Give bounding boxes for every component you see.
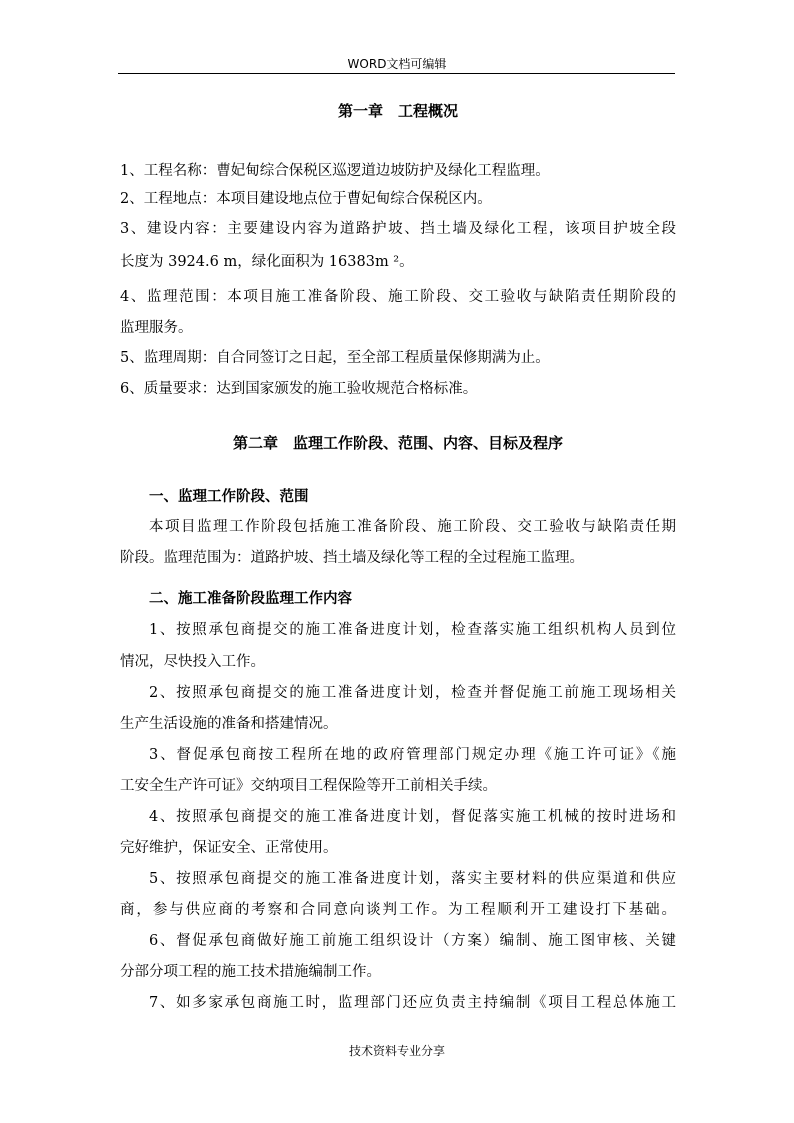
paragraph-line: 5、按照承包商提交的施工准备进度计划，落实主要材料的供应渠道和供应 — [149, 871, 676, 887]
paragraph-line: 7、如多家承包商施工时，监理部门还应负责主持编制《项目工程总体施工 — [149, 995, 676, 1011]
section-1-heading: 一、监理工作阶段、范围 — [149, 488, 309, 505]
paragraph-line: 3、建设内容：主要建设内容为道路护坡、挡土墙及绿化工程，该项目护坡全段 — [120, 221, 676, 237]
section-2-heading: 二、施工准备阶段监理工作内容 — [149, 590, 352, 607]
paragraph-line: 1、按照承包商提交的施工准备进度计划，检查落实施工组织机构人员到位 — [149, 622, 676, 638]
page-footer: 技术资料专业分享 — [348, 1044, 445, 1058]
paragraph-line: 情况，尽快投入工作。 — [120, 654, 265, 670]
paragraph-line: 5、监理周期：自合同签订之日起，至全部工程质量保修期满为止。 — [120, 350, 550, 366]
paragraph-line: 商，参与供应商的考察和合同意向谈判工作。为工程顺利开工建设打下基础。 — [120, 902, 676, 918]
paragraph-line: 阶段。监理范围为：道路护坡、挡土墙及绿化等工程的全过程施工监理。 — [120, 550, 584, 566]
paragraph-line: 4、按照承包商提交的施工准备进度计划，督促落实施工机械的按时进场和 — [149, 809, 676, 825]
paragraph-line: 本项目监理工作阶段包括施工准备阶段、施工阶段、交工验收与缺陷责任期 — [149, 519, 676, 535]
paragraph-line: 分部分项工程的施工技术措施编制工作。 — [120, 964, 381, 980]
paragraph-line: 1、工程名称：曹妃甸综合保税区巡逻道边坡防护及绿化工程监理。 — [120, 163, 550, 179]
paragraph-line: 4、监理范围：本项目施工准备阶段、施工阶段、交工验收与缺陷责任期阶段的 — [120, 289, 676, 305]
paragraph-line: 6、督促承包商做好施工前施工组织设计（方案）编制、施工图审核、关键 — [149, 933, 676, 949]
paragraph-line: 2、按照承包商提交的施工准备进度计划，检查并督促施工前施工现场相关 — [149, 685, 676, 701]
paragraph-line: 6、质量要求：达到国家颁发的施工验收规范合格标准。 — [120, 381, 478, 397]
paragraph-line: 长度为 3924.6 m，绿化面积为 16383m ²。 — [120, 254, 414, 270]
paragraph-line: 生产生活设施的准备和搭建情况。 — [120, 716, 338, 732]
paragraph-line: 工安全生产许可证》交纳项目工程保险等开工前相关手续。 — [120, 778, 497, 794]
paragraph-line: 监理服务。 — [120, 320, 193, 336]
chapter-1-title: 第一章 工程概况 — [337, 102, 458, 120]
paragraph-line: 完好维护，保证安全、正常使用。 — [120, 840, 338, 856]
page-header: WORD文档可编辑 — [347, 57, 447, 71]
paragraph-line: 3、督促承包商按工程所在地的政府管理部门规定办理《施工许可证》《施 — [149, 747, 676, 763]
header-divider — [118, 73, 675, 74]
chapter-2-title: 第二章 监理工作阶段、范围、内容、目标及程序 — [232, 434, 563, 452]
paragraph-line: 2、工程地点：本项目建设地点位于曹妃甸综合保税区内。 — [120, 191, 492, 207]
